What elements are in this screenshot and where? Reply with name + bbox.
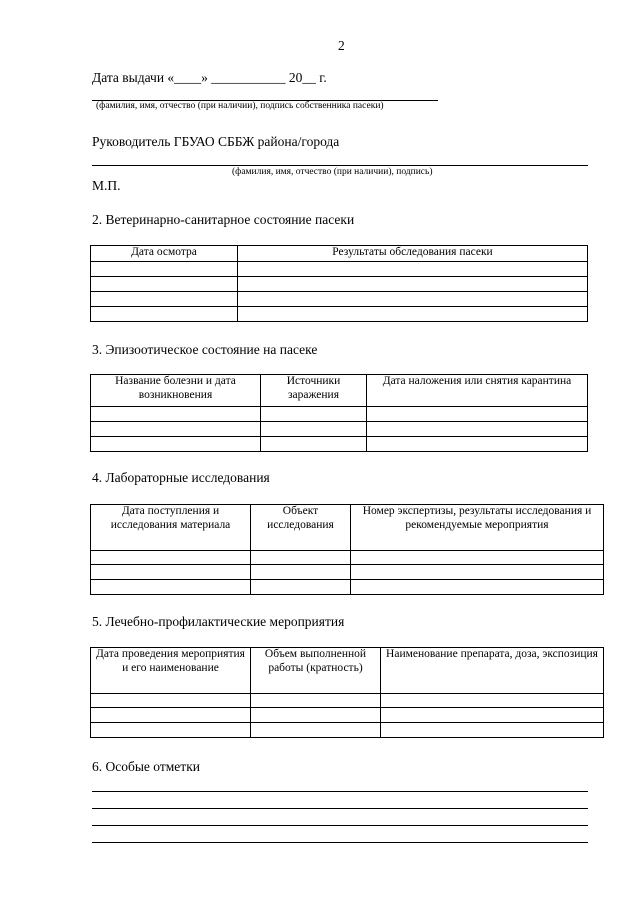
table-header-cell: Номер экспертизы, результаты исследования и рекомендуемые мероприятия bbox=[351, 505, 604, 551]
table-row bbox=[91, 277, 588, 292]
notes-line[interactable] bbox=[92, 842, 588, 843]
owner-signature-caption: (фамилия, имя, отчество (при наличии), подпись собственника пасеки) bbox=[96, 101, 384, 111]
notes-line[interactable] bbox=[92, 791, 588, 792]
stamp-label: М.П. bbox=[92, 178, 121, 193]
table-cell[interactable] bbox=[261, 407, 367, 422]
section-5-title: 5. Лечебно-профилактические мероприятия bbox=[92, 614, 345, 629]
section-4-title: 4. Лабораторные исследования bbox=[92, 470, 270, 485]
table-row bbox=[91, 565, 604, 580]
table-row bbox=[91, 580, 604, 595]
head-signature-caption: (фамилия, имя, отчество (при наличии), подпись) bbox=[232, 167, 433, 177]
table-cell[interactable] bbox=[91, 422, 261, 437]
head-label: Руководитель ГБУАО СББЖ района/города bbox=[92, 134, 340, 149]
table-row bbox=[91, 262, 588, 277]
table-cell[interactable] bbox=[251, 551, 351, 565]
table-header-cell: Название болезни и дата возникновения bbox=[91, 375, 261, 407]
table-header-cell: Дата проведения мероприятия и его наименование bbox=[91, 648, 251, 694]
table-cell[interactable] bbox=[91, 723, 251, 738]
section-3-table bbox=[90, 374, 588, 452]
table-row bbox=[91, 307, 588, 322]
table-cell[interactable] bbox=[91, 407, 261, 422]
notes-line[interactable] bbox=[92, 808, 588, 809]
table-cell[interactable] bbox=[238, 262, 588, 277]
table-row bbox=[91, 551, 604, 565]
table-cell[interactable] bbox=[367, 407, 588, 422]
table-header-cell: Объем выполненной работы (кратность) bbox=[251, 648, 381, 694]
table-row bbox=[91, 407, 588, 422]
table-cell[interactable] bbox=[351, 565, 604, 580]
table-cell[interactable] bbox=[251, 565, 351, 580]
head-signature-line bbox=[92, 165, 588, 166]
table-cell[interactable] bbox=[91, 694, 251, 708]
table-cell[interactable] bbox=[381, 694, 604, 708]
table-cell[interactable] bbox=[351, 580, 604, 595]
table-cell[interactable] bbox=[251, 708, 381, 723]
table-cell[interactable] bbox=[91, 708, 251, 723]
table-row bbox=[91, 708, 604, 723]
table-cell[interactable] bbox=[91, 551, 251, 565]
table-row bbox=[91, 723, 604, 738]
table-cell[interactable] bbox=[238, 307, 588, 322]
table-cell[interactable] bbox=[381, 708, 604, 723]
table-cell[interactable] bbox=[238, 277, 588, 292]
table-header-cell: Источники заражения bbox=[261, 375, 367, 407]
table-cell[interactable] bbox=[91, 262, 238, 277]
section-2-title: 2. Ветеринарно-санитарное состояние пасеки bbox=[92, 212, 355, 227]
table-row bbox=[91, 292, 588, 307]
section-5-table bbox=[90, 647, 604, 738]
table-cell[interactable] bbox=[91, 277, 238, 292]
table-cell[interactable] bbox=[351, 551, 604, 565]
table-header-cell: Дата наложения или снятия карантина bbox=[367, 375, 588, 407]
table-header-cell: Объект исследования bbox=[251, 505, 351, 551]
table-cell[interactable] bbox=[251, 580, 351, 595]
table-cell[interactable] bbox=[367, 437, 588, 452]
table-header-cell: Дата поступления и исследования материала bbox=[91, 505, 251, 551]
table-row bbox=[91, 694, 604, 708]
page-number: 2 bbox=[338, 38, 345, 53]
table-cell[interactable] bbox=[91, 580, 251, 595]
table-cell[interactable] bbox=[91, 437, 261, 452]
table-cell[interactable] bbox=[91, 292, 238, 307]
section-2-table bbox=[90, 245, 588, 322]
issue-date-line: Дата выдачи «____» ___________ 20__ г. bbox=[92, 70, 327, 85]
table-header-cell: Наименование препарата, доза, экспозиция bbox=[381, 648, 604, 694]
table-cell[interactable] bbox=[251, 694, 381, 708]
table-cell[interactable] bbox=[381, 723, 604, 738]
table-header-cell: Дата осмотра bbox=[91, 246, 238, 262]
table-row bbox=[91, 422, 588, 437]
section-4-table bbox=[90, 504, 604, 595]
section-6-title: 6. Особые отметки bbox=[92, 759, 200, 774]
notes-line[interactable] bbox=[92, 825, 588, 826]
table-cell[interactable] bbox=[261, 422, 367, 437]
table-header-cell: Результаты обследования пасеки bbox=[238, 246, 588, 262]
table-cell[interactable] bbox=[91, 565, 251, 580]
table-cell[interactable] bbox=[367, 422, 588, 437]
section-3-title: 3. Эпизоотическое состояние на пасеке bbox=[92, 342, 318, 357]
table-cell[interactable] bbox=[238, 292, 588, 307]
table-row bbox=[91, 437, 588, 452]
table-cell[interactable] bbox=[261, 437, 367, 452]
table-cell[interactable] bbox=[91, 307, 238, 322]
table-cell[interactable] bbox=[251, 723, 381, 738]
